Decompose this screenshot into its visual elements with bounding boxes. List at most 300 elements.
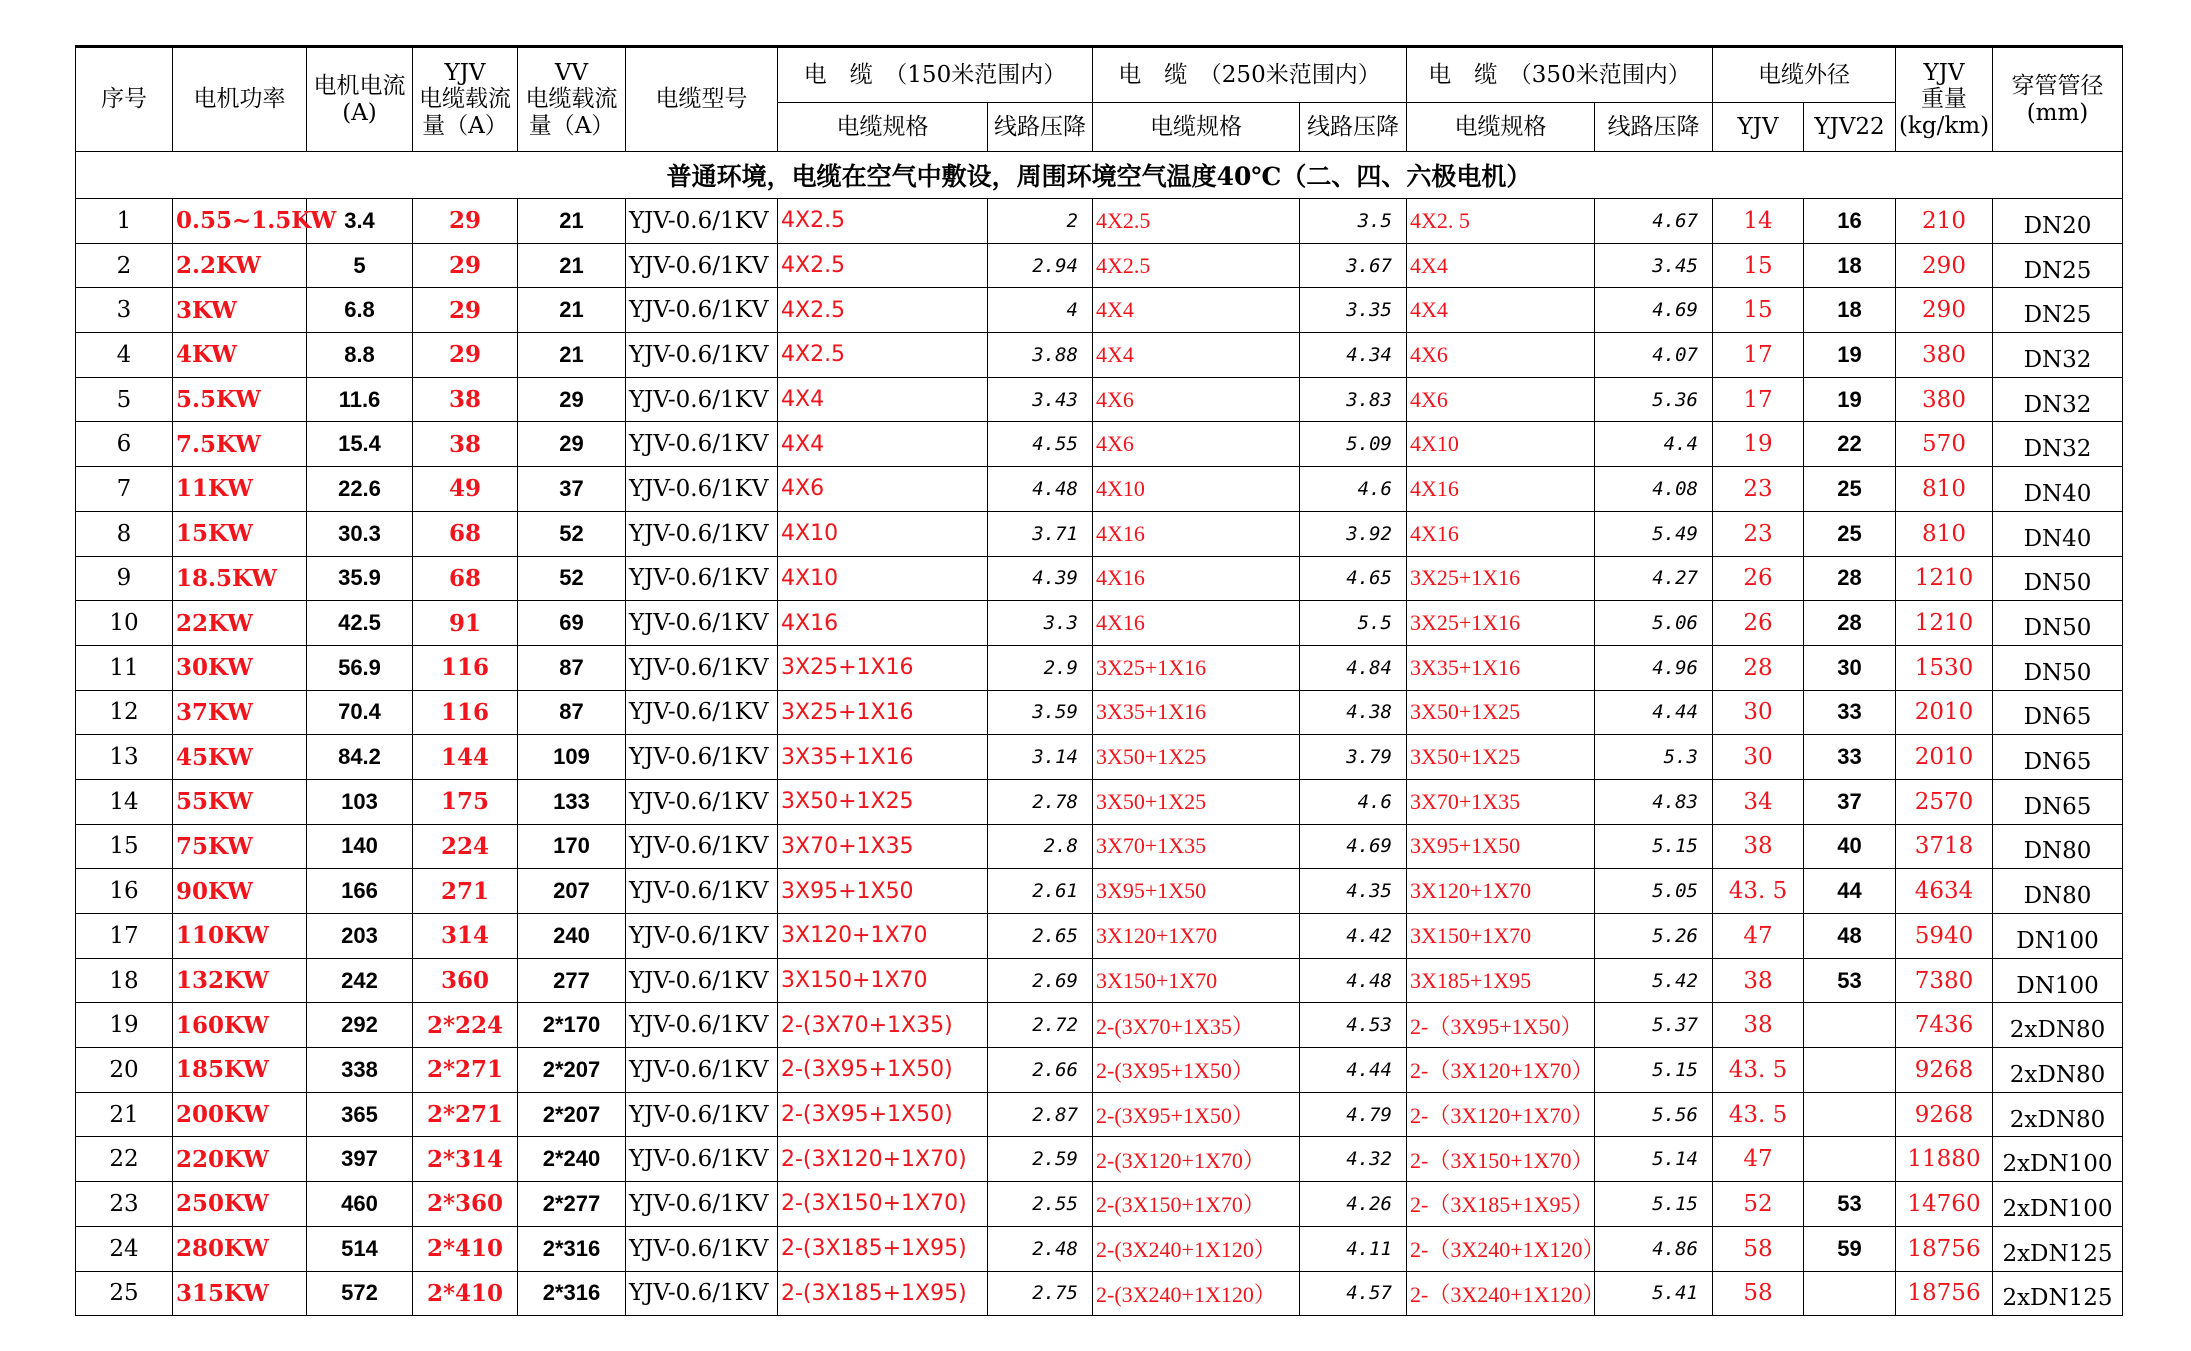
cell-motor-current: 5	[307, 243, 413, 288]
cell-spec-150m: 3X50+1X25	[778, 779, 988, 824]
cell-conduit: DN32	[1993, 333, 2123, 378]
cell-motor-power: 4KW	[173, 333, 307, 378]
cell-motor-current: 84.2	[307, 735, 413, 780]
cell-drop-150m: 2.59	[988, 1137, 1093, 1182]
cell-od-yjv: 58	[1713, 1226, 1804, 1271]
cell-drop-150m: 2.66	[988, 1048, 1093, 1093]
cell-spec-250m: 3X50+1X25	[1093, 735, 1300, 780]
cell-conduit: DN50	[1993, 645, 2123, 690]
cell-drop-350m: 5.56	[1595, 1092, 1713, 1137]
cell-cable-model: YJV-0.6/1KV	[626, 422, 778, 467]
cell-yjv-capacity: 175	[413, 779, 518, 824]
cell-motor-current: 397	[307, 1137, 413, 1182]
cell-drop-250m: 4.38	[1300, 690, 1407, 735]
cell-od-yjv22: 53	[1804, 958, 1896, 1003]
cell-od-yjv22: 40	[1804, 824, 1896, 869]
table-row	[76, 601, 2123, 646]
cell-od-yjv22	[1804, 1271, 1896, 1316]
cell-spec-250m: 4X6	[1093, 377, 1300, 422]
cell-drop-250m: 3.79	[1300, 735, 1407, 780]
cell-cable-model: YJV-0.6/1KV	[626, 914, 778, 959]
cell-spec-350m: 4X2. 5	[1407, 199, 1595, 244]
cell-spec-250m: 4X10	[1093, 467, 1300, 512]
cell-drop-350m: 4.67	[1595, 199, 1713, 244]
cell-seq: 2	[76, 243, 173, 288]
cell-drop-250m: 4.6	[1300, 779, 1407, 824]
cell-conduit: 2xDN100	[1993, 1137, 2123, 1182]
cell-yjv-capacity: 116	[413, 645, 518, 690]
cell-drop-150m: 2.61	[988, 869, 1093, 914]
cell-drop-150m: 4.39	[988, 556, 1093, 601]
cell-spec-150m: 3X25+1X16	[778, 645, 988, 690]
cell-od-yjv22: 44	[1804, 869, 1896, 914]
cell-vv-capacity: 170	[518, 824, 626, 869]
cell-spec-350m: 4X6	[1407, 333, 1595, 378]
cell-drop-350m: 5.15	[1595, 1182, 1713, 1227]
cell-yjv-capacity: 38	[413, 422, 518, 467]
cell-vv-capacity: 207	[518, 869, 626, 914]
cell-conduit: 2xDN125	[1993, 1271, 2123, 1316]
cell-spec-350m: 3X150+1X70	[1407, 914, 1595, 959]
cell-conduit: DN65	[1993, 735, 2123, 780]
cell-drop-350m: 4.44	[1595, 690, 1713, 735]
cell-motor-current: 8.8	[307, 333, 413, 378]
cell-seq: 10	[76, 601, 173, 646]
cell-od-yjv22: 28	[1804, 556, 1896, 601]
cell-motor-power: 15KW	[173, 511, 307, 556]
cell-spec-250m: 2-(3X120+1X70）	[1093, 1137, 1300, 1182]
cell-drop-150m: 3.3	[988, 601, 1093, 646]
cell-weight: 810	[1896, 467, 1993, 512]
cell-seq: 1	[76, 199, 173, 244]
cell-spec-350m: 3X25+1X16	[1407, 556, 1595, 601]
cell-motor-current: 30.3	[307, 511, 413, 556]
cell-seq: 13	[76, 735, 173, 780]
cell-spec-250m: 4X16	[1093, 511, 1300, 556]
cell-seq: 15	[76, 824, 173, 869]
cell-yjv-capacity: 2*314	[413, 1137, 518, 1182]
cell-spec-150m: 2-(3X95+1X50)	[778, 1092, 988, 1137]
cell-spec-150m: 4X6	[778, 467, 988, 512]
cell-spec-150m: 2-(3X95+1X50)	[778, 1048, 988, 1093]
cell-drop-250m: 4.53	[1300, 1003, 1407, 1048]
cell-spec-150m: 4X2.5	[778, 333, 988, 378]
cell-drop-350m: 4.83	[1595, 779, 1713, 824]
cell-drop-250m: 4.11	[1300, 1226, 1407, 1271]
cell-od-yjv: 43. 5	[1713, 1092, 1804, 1137]
cell-spec-350m: 2-（3X240+1X120）	[1407, 1226, 1595, 1271]
cell-drop-150m: 2.94	[988, 243, 1093, 288]
cell-od-yjv: 47	[1713, 914, 1804, 959]
cell-conduit: DN32	[1993, 377, 2123, 422]
cell-seq: 14	[76, 779, 173, 824]
table-row	[76, 1271, 2123, 1316]
cell-cable-model: YJV-0.6/1KV	[626, 199, 778, 244]
cell-motor-power: 90KW	[173, 869, 307, 914]
cell-spec-150m: 3X95+1X50	[778, 869, 988, 914]
header-yjv-capacity	[413, 47, 518, 152]
cell-spec-250m: 2-(3X150+1X70）	[1093, 1182, 1300, 1227]
table-row	[76, 422, 2123, 467]
cell-cable-model: YJV-0.6/1KV	[626, 1226, 778, 1271]
cell-spec-250m: 4X4	[1093, 288, 1300, 333]
header-group-350m: 电 缆 （350米范围内）	[1407, 47, 1713, 103]
cell-od-yjv: 30	[1713, 690, 1804, 735]
cell-seq: 12	[76, 690, 173, 735]
cell-spec-150m: 3X25+1X16	[778, 690, 988, 735]
cell-od-yjv22: 48	[1804, 914, 1896, 959]
cell-cable-model: YJV-0.6/1KV	[626, 1048, 778, 1093]
cell-yjv-capacity: 144	[413, 735, 518, 780]
cell-cable-model: YJV-0.6/1KV	[626, 779, 778, 824]
cell-motor-power: 250KW	[173, 1182, 307, 1227]
cell-vv-capacity: 87	[518, 690, 626, 735]
header-od-yjv22: YJV22	[1804, 103, 1896, 152]
cell-motor-power: 5.5KW	[173, 377, 307, 422]
header-drop-150: 线路压降	[988, 103, 1093, 152]
header-motor-current-unit: (A)	[342, 99, 377, 126]
cell-od-yjv22	[1804, 1048, 1896, 1093]
cell-weight: 2570	[1896, 779, 1993, 824]
cell-weight: 1210	[1896, 601, 1993, 646]
cell-spec-250m: 3X95+1X50	[1093, 869, 1300, 914]
cell-drop-150m: 3.14	[988, 735, 1093, 780]
cell-cable-model: YJV-0.6/1KV	[626, 958, 778, 1003]
cell-yjv-capacity: 360	[413, 958, 518, 1003]
header-yjv-capacity-l2: 电缆载流	[419, 86, 511, 113]
cell-cable-model: YJV-0.6/1KV	[626, 467, 778, 512]
cell-yjv-capacity: 2*410	[413, 1271, 518, 1316]
cell-spec-350m: 2-（3X95+1X50）	[1407, 1003, 1595, 1048]
table-row	[76, 1048, 2123, 1093]
cell-conduit: DN32	[1993, 422, 2123, 467]
cell-drop-150m: 3.59	[988, 690, 1093, 735]
cell-yjv-capacity: 116	[413, 690, 518, 735]
cell-spec-250m: 3X25+1X16	[1093, 645, 1300, 690]
header-drop-250: 线路压降	[1300, 103, 1407, 152]
header-motor-current	[307, 47, 413, 152]
cell-conduit: DN40	[1993, 511, 2123, 556]
cell-weight: 14760	[1896, 1182, 1993, 1227]
header-weight	[1896, 47, 1993, 152]
cell-weight: 3718	[1896, 824, 1993, 869]
cell-spec-250m: 3X70+1X35	[1093, 824, 1300, 869]
cell-drop-250m: 4.32	[1300, 1137, 1407, 1182]
cell-motor-current: 35.9	[307, 556, 413, 601]
cell-od-yjv: 43. 5	[1713, 869, 1804, 914]
cell-motor-current: 338	[307, 1048, 413, 1093]
cell-spec-350m: 3X50+1X25	[1407, 735, 1595, 780]
cell-weight: 380	[1896, 333, 1993, 378]
cell-drop-350m: 5.36	[1595, 377, 1713, 422]
cell-drop-350m: 4.27	[1595, 556, 1713, 601]
cell-cable-model: YJV-0.6/1KV	[626, 735, 778, 780]
cell-conduit: DN20	[1993, 199, 2123, 244]
cell-od-yjv22: 28	[1804, 601, 1896, 646]
cell-drop-250m: 5.5	[1300, 601, 1407, 646]
cell-spec-150m: 2-(3X185+1X95)	[778, 1271, 988, 1316]
cell-drop-150m: 2.48	[988, 1226, 1093, 1271]
cell-conduit: DN50	[1993, 601, 2123, 646]
cell-yjv-capacity: 2*224	[413, 1003, 518, 1048]
cell-yjv-capacity: 68	[413, 556, 518, 601]
cell-od-yjv22: 19	[1804, 377, 1896, 422]
table-row	[76, 1137, 2123, 1182]
cell-drop-150m: 2.78	[988, 779, 1093, 824]
cell-vv-capacity: 2*170	[518, 1003, 626, 1048]
cell-weight: 18756	[1896, 1226, 1993, 1271]
cell-drop-250m: 4.42	[1300, 914, 1407, 959]
cell-drop-150m: 2.65	[988, 914, 1093, 959]
cell-motor-power: 3KW	[173, 288, 307, 333]
cell-vv-capacity: 37	[518, 467, 626, 512]
cell-weight: 570	[1896, 422, 1993, 467]
cell-spec-250m: 2-(3X95+1X50）	[1093, 1048, 1300, 1093]
cell-motor-current: 514	[307, 1226, 413, 1271]
cell-spec-150m: 4X2.5	[778, 288, 988, 333]
cell-conduit: DN40	[1993, 467, 2123, 512]
table-row	[76, 735, 2123, 780]
cell-spec-250m: 4X6	[1093, 422, 1300, 467]
cell-od-yjv: 43. 5	[1713, 1048, 1804, 1093]
cell-conduit: DN80	[1993, 824, 2123, 869]
cell-drop-250m: 4.44	[1300, 1048, 1407, 1093]
cell-motor-power: 185KW	[173, 1048, 307, 1093]
cell-vv-capacity: 29	[518, 422, 626, 467]
cell-od-yjv: 19	[1713, 422, 1804, 467]
cell-od-yjv22: 25	[1804, 467, 1896, 512]
cell-cable-model: YJV-0.6/1KV	[626, 869, 778, 914]
cell-cable-model: YJV-0.6/1KV	[626, 1003, 778, 1048]
cell-spec-350m: 3X70+1X35	[1407, 779, 1595, 824]
cell-cable-model: YJV-0.6/1KV	[626, 690, 778, 735]
cell-motor-current: 3.4	[307, 199, 413, 244]
cell-vv-capacity: 29	[518, 377, 626, 422]
cell-spec-150m: 4X10	[778, 556, 988, 601]
cell-cable-model: YJV-0.6/1KV	[626, 333, 778, 378]
cell-od-yjv: 38	[1713, 824, 1804, 869]
cell-seq: 9	[76, 556, 173, 601]
cell-motor-power: 200KW	[173, 1092, 307, 1137]
header-weight-l2: 重量	[1921, 86, 1967, 113]
cell-vv-capacity: 2*316	[518, 1226, 626, 1271]
cell-spec-150m: 4X10	[778, 511, 988, 556]
table-row	[76, 958, 2123, 1003]
cell-spec-350m: 3X95+1X50	[1407, 824, 1595, 869]
cell-od-yjv: 58	[1713, 1271, 1804, 1316]
cell-weight: 4634	[1896, 869, 1993, 914]
cell-motor-power: 280KW	[173, 1226, 307, 1271]
cable-selection-table	[75, 45, 2123, 1316]
cell-drop-150m: 3.71	[988, 511, 1093, 556]
cell-weight: 810	[1896, 511, 1993, 556]
table-row	[76, 1226, 2123, 1271]
cell-spec-150m: 4X4	[778, 422, 988, 467]
cell-motor-power: 22KW	[173, 601, 307, 646]
cell-drop-250m: 4.34	[1300, 333, 1407, 378]
cell-drop-350m: 5.15	[1595, 1048, 1713, 1093]
cell-seq: 24	[76, 1226, 173, 1271]
cell-conduit: DN80	[1993, 869, 2123, 914]
cell-motor-current: 70.4	[307, 690, 413, 735]
cell-drop-150m: 2.72	[988, 1003, 1093, 1048]
table-row	[76, 556, 2123, 601]
cell-spec-150m: 4X2.5	[778, 199, 988, 244]
table-row	[76, 1092, 2123, 1137]
cell-od-yjv22: 25	[1804, 511, 1896, 556]
cell-od-yjv22: 33	[1804, 690, 1896, 735]
cell-spec-350m: 3X185+1X95	[1407, 958, 1595, 1003]
cell-spec-250m: 4X4	[1093, 333, 1300, 378]
header-weight-l3: (kg/km)	[1898, 112, 1990, 139]
cell-drop-250m: 3.67	[1300, 243, 1407, 288]
header-yjv-capacity-l3: 量（A）	[422, 112, 508, 139]
header-conduit-l1: 穿管管径	[2011, 73, 2104, 100]
cell-vv-capacity: 2*207	[518, 1048, 626, 1093]
cell-motor-power: 45KW	[173, 735, 307, 780]
cell-vv-capacity: 52	[518, 556, 626, 601]
cell-weight: 7436	[1896, 1003, 1993, 1048]
cell-yjv-capacity: 2*410	[413, 1226, 518, 1271]
header-conduit	[1993, 47, 2123, 152]
cell-vv-capacity: 2*240	[518, 1137, 626, 1182]
cell-od-yjv: 15	[1713, 243, 1804, 288]
cell-drop-250m: 3.35	[1300, 288, 1407, 333]
cell-seq: 5	[76, 377, 173, 422]
cell-drop-350m: 5.06	[1595, 601, 1713, 646]
cell-od-yjv: 17	[1713, 377, 1804, 422]
cell-seq: 16	[76, 869, 173, 914]
cell-spec-350m: 3X25+1X16	[1407, 601, 1595, 646]
cell-spec-350m: 3X50+1X25	[1407, 690, 1595, 735]
cell-drop-150m: 2.55	[988, 1182, 1093, 1227]
cell-motor-power: 30KW	[173, 645, 307, 690]
header-seq: 序号	[76, 47, 173, 152]
cell-cable-model: YJV-0.6/1KV	[626, 601, 778, 646]
cell-conduit: DN100	[1993, 958, 2123, 1003]
cell-drop-250m: 3.5	[1300, 199, 1407, 244]
header-drop-350: 线路压降	[1595, 103, 1713, 152]
header-vv-capacity-l1: VV	[554, 59, 589, 86]
cell-drop-350m: 5.41	[1595, 1271, 1713, 1316]
cell-conduit: DN65	[1993, 779, 2123, 824]
cell-conduit: DN100	[1993, 914, 2123, 959]
cell-od-yjv: 52	[1713, 1182, 1804, 1227]
cell-seq: 21	[76, 1092, 173, 1137]
cell-od-yjv: 15	[1713, 288, 1804, 333]
cell-spec-350m: 2-（3X185+1X95）	[1407, 1182, 1595, 1227]
cell-drop-350m: 4.69	[1595, 288, 1713, 333]
cell-drop-250m: 4.65	[1300, 556, 1407, 601]
table-row	[76, 690, 2123, 735]
cell-seq: 20	[76, 1048, 173, 1093]
cell-cable-model: YJV-0.6/1KV	[626, 645, 778, 690]
cell-seq: 18	[76, 958, 173, 1003]
cell-spec-250m: 3X120+1X70	[1093, 914, 1300, 959]
cell-drop-350m: 4.07	[1595, 333, 1713, 378]
cell-vv-capacity: 2*316	[518, 1271, 626, 1316]
cell-yjv-capacity: 271	[413, 869, 518, 914]
cell-motor-current: 572	[307, 1271, 413, 1316]
header-spec-350: 电缆规格	[1407, 103, 1595, 152]
header-yjv-capacity-l1: YJV	[444, 59, 486, 86]
header-spec-250: 电缆规格	[1093, 103, 1300, 152]
cell-drop-250m: 3.83	[1300, 377, 1407, 422]
cell-conduit: DN50	[1993, 556, 2123, 601]
cell-weight: 7380	[1896, 958, 1993, 1003]
cell-motor-current: 292	[307, 1003, 413, 1048]
header-conduit-l2: (mm)	[2026, 99, 2089, 126]
cell-od-yjv: 26	[1713, 601, 1804, 646]
cell-yjv-capacity: 29	[413, 288, 518, 333]
cell-spec-150m: 4X4	[778, 377, 988, 422]
cell-motor-current: 203	[307, 914, 413, 959]
section-title: 普通环境，电缆在空气中敷设，周围环境空气温度40℃（二、四、六极电机）	[76, 152, 2123, 199]
cell-motor-power: 7.5KW	[173, 422, 307, 467]
cell-od-yjv: 47	[1713, 1137, 1804, 1182]
cell-vv-capacity: 2*207	[518, 1092, 626, 1137]
table-row	[76, 511, 2123, 556]
cell-seq: 4	[76, 333, 173, 378]
cell-spec-350m: 4X10	[1407, 422, 1595, 467]
cell-od-yjv: 14	[1713, 199, 1804, 244]
cell-spec-250m: 2-(3X95+1X50）	[1093, 1092, 1300, 1137]
cell-cable-model: YJV-0.6/1KV	[626, 288, 778, 333]
header-motor-current-label: 电机电流	[313, 73, 406, 100]
cell-drop-250m: 4.26	[1300, 1182, 1407, 1227]
cell-drop-150m: 3.43	[988, 377, 1093, 422]
cell-od-yjv: 28	[1713, 645, 1804, 690]
cell-cable-model: YJV-0.6/1KV	[626, 1137, 778, 1182]
cell-yjv-capacity: 2*271	[413, 1048, 518, 1093]
cell-conduit: 2xDN80	[1993, 1092, 2123, 1137]
cell-spec-250m: 2-(3X70+1X35）	[1093, 1003, 1300, 1048]
cell-drop-350m: 5.49	[1595, 511, 1713, 556]
cell-weight: 11880	[1896, 1137, 1993, 1182]
cell-conduit: DN65	[1993, 690, 2123, 735]
cell-weight: 2010	[1896, 690, 1993, 735]
cell-od-yjv22	[1804, 1092, 1896, 1137]
cell-drop-350m: 5.14	[1595, 1137, 1713, 1182]
header-outer-diameter: 电缆外径	[1713, 47, 1896, 103]
cell-seq: 11	[76, 645, 173, 690]
cell-drop-250m: 4.6	[1300, 467, 1407, 512]
header-cable-model: 电缆型号	[626, 47, 778, 152]
cell-drop-350m: 5.3	[1595, 735, 1713, 780]
cell-od-yjv22: 33	[1804, 735, 1896, 780]
cell-spec-250m: 3X50+1X25	[1093, 779, 1300, 824]
header-weight-l1: YJV	[1923, 59, 1965, 86]
cell-drop-250m: 5.09	[1300, 422, 1407, 467]
cell-spec-150m: 3X70+1X35	[778, 824, 988, 869]
cell-cable-model: YJV-0.6/1KV	[626, 1092, 778, 1137]
cell-drop-350m: 4.96	[1595, 645, 1713, 690]
cell-od-yjv22: 19	[1804, 333, 1896, 378]
cell-cable-model: YJV-0.6/1KV	[626, 511, 778, 556]
cell-spec-250m: 4X16	[1093, 601, 1300, 646]
cell-weight: 5940	[1896, 914, 1993, 959]
cell-drop-250m: 3.92	[1300, 511, 1407, 556]
cell-yjv-capacity: 38	[413, 377, 518, 422]
cell-motor-current: 6.8	[307, 288, 413, 333]
cell-yjv-capacity: 49	[413, 467, 518, 512]
cell-vv-capacity: 69	[518, 601, 626, 646]
cell-vv-capacity: 87	[518, 645, 626, 690]
cell-spec-350m: 4X4	[1407, 288, 1595, 333]
cell-seq: 6	[76, 422, 173, 467]
cell-drop-150m: 2.75	[988, 1271, 1093, 1316]
cell-yjv-capacity: 68	[413, 511, 518, 556]
